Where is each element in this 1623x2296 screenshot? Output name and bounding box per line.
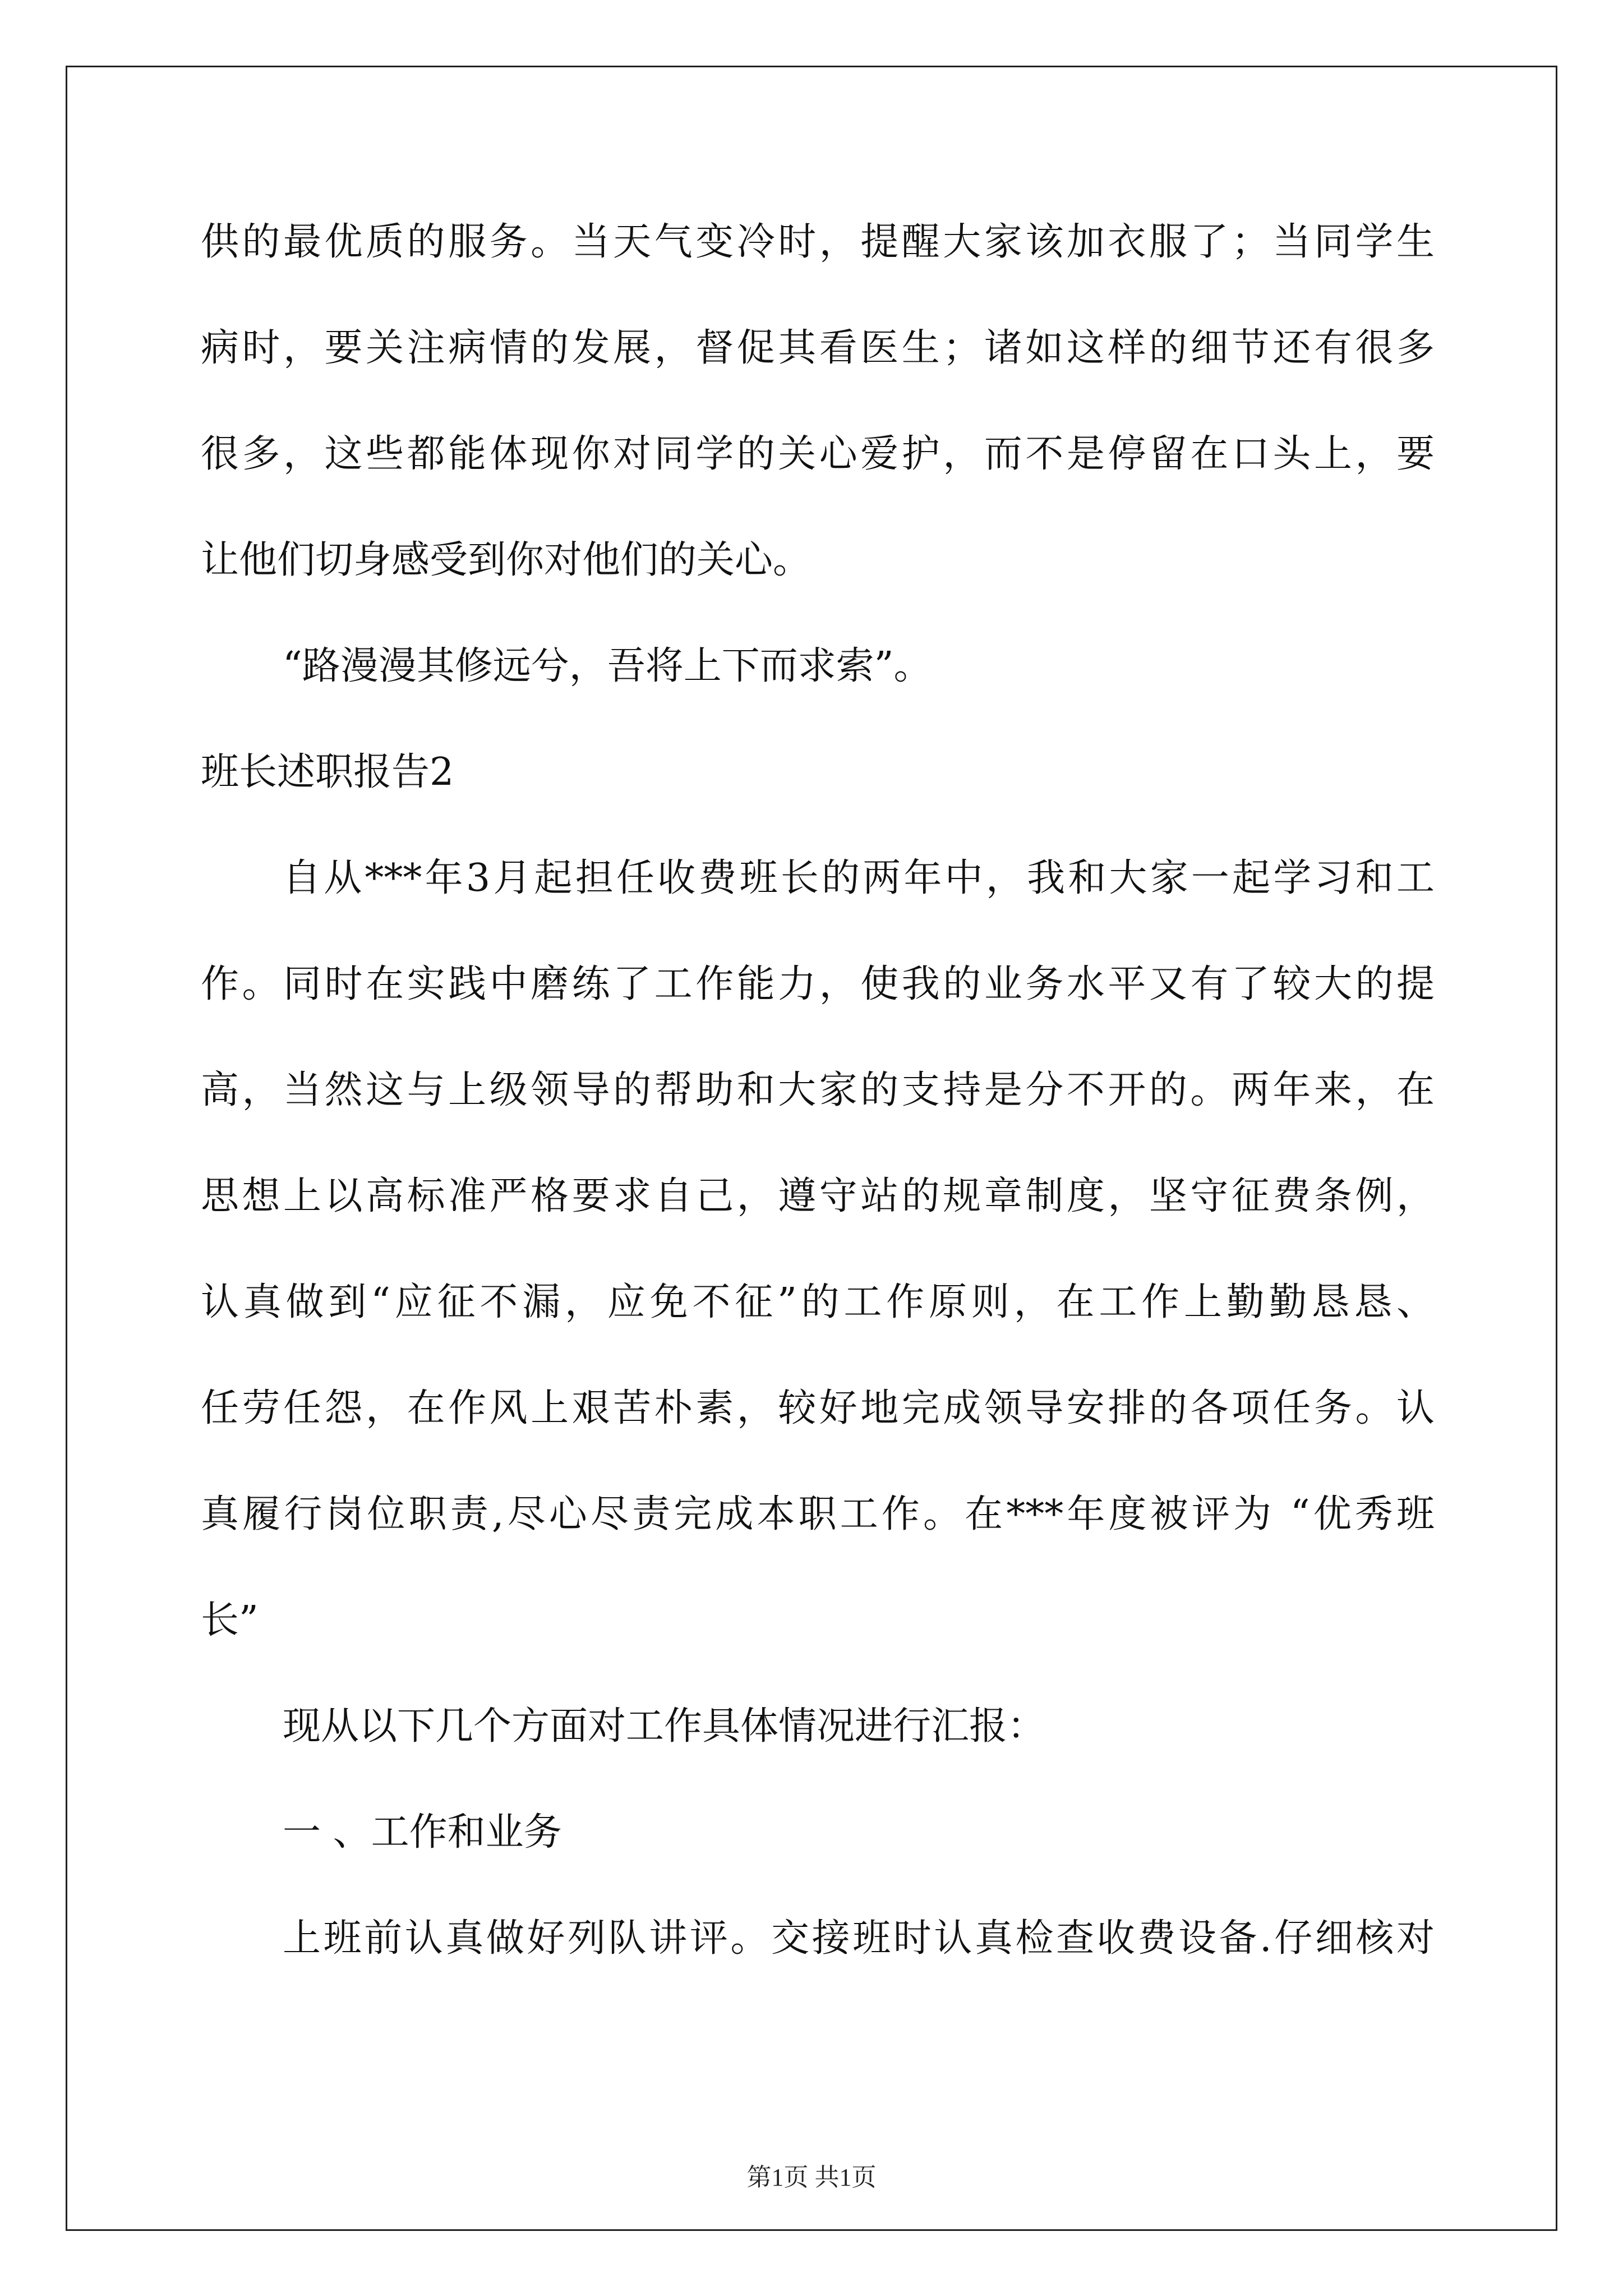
section-heading: 班长述职报告2 <box>201 750 454 794</box>
page-border <box>66 66 1557 2231</box>
paragraph-line: 真履行岗位职责,尽心尽责完成本职工作。在***年度被评为 “优秀班 <box>201 1492 1435 1536</box>
paragraph-line: 很多，这些都能体现你对同学的关心爱护，而不是停留在口头上，要 <box>201 432 1435 476</box>
quote-line: “路漫漫其修远兮，吾将上下而求索”。 <box>283 644 932 688</box>
paragraph-line: 任劳任怨，在作风上艰苦朴素，较好地完成领导安排的各项任务。认 <box>201 1386 1435 1430</box>
subsection-heading: 一 、工作和业务 <box>283 1810 562 1855</box>
paragraph-line: 作。同时在实践中磨练了工作能力，使我的业务水平又有了较大的提 <box>201 962 1435 1006</box>
paragraph-line: 高，当然这与上级领导的帮助和大家的支持是分不开的。两年来，在 <box>201 1068 1435 1112</box>
page-number-footer: 第1页 共1页 <box>746 2164 877 2191</box>
paragraph-line: 让他们切身感受到你对他们的关心。 <box>201 538 811 582</box>
paragraph-line: 认真做到“应征不漏，应免不征”的工作原则，在工作上勤勤恳恳、 <box>201 1280 1435 1324</box>
paragraph-line: 现从以下几个方面对工作具体情况进行汇报： <box>283 1704 1046 1749</box>
paragraph-line: 自从***年3月起担任收费班长的两年中，我和大家一起学习和工 <box>283 856 1435 900</box>
paragraph-line: 病时，要关注病情的发展，督促其看医生；诸如这样的细节还有很多 <box>201 326 1435 370</box>
paragraph-line: 上班前认真做好列队讲评。交接班时认真检查收费设备.仔细核对 <box>283 1916 1435 1961</box>
paragraph-line: 供的最优质的服务。当天气变冷时，提醒大家该加衣服了；当同学生 <box>201 220 1435 264</box>
paragraph-line: 长” <box>201 1598 259 1642</box>
paragraph-line: 思想上以高标准严格要求自己，遵守站的规章制度，坚守征费条例， <box>201 1174 1435 1218</box>
